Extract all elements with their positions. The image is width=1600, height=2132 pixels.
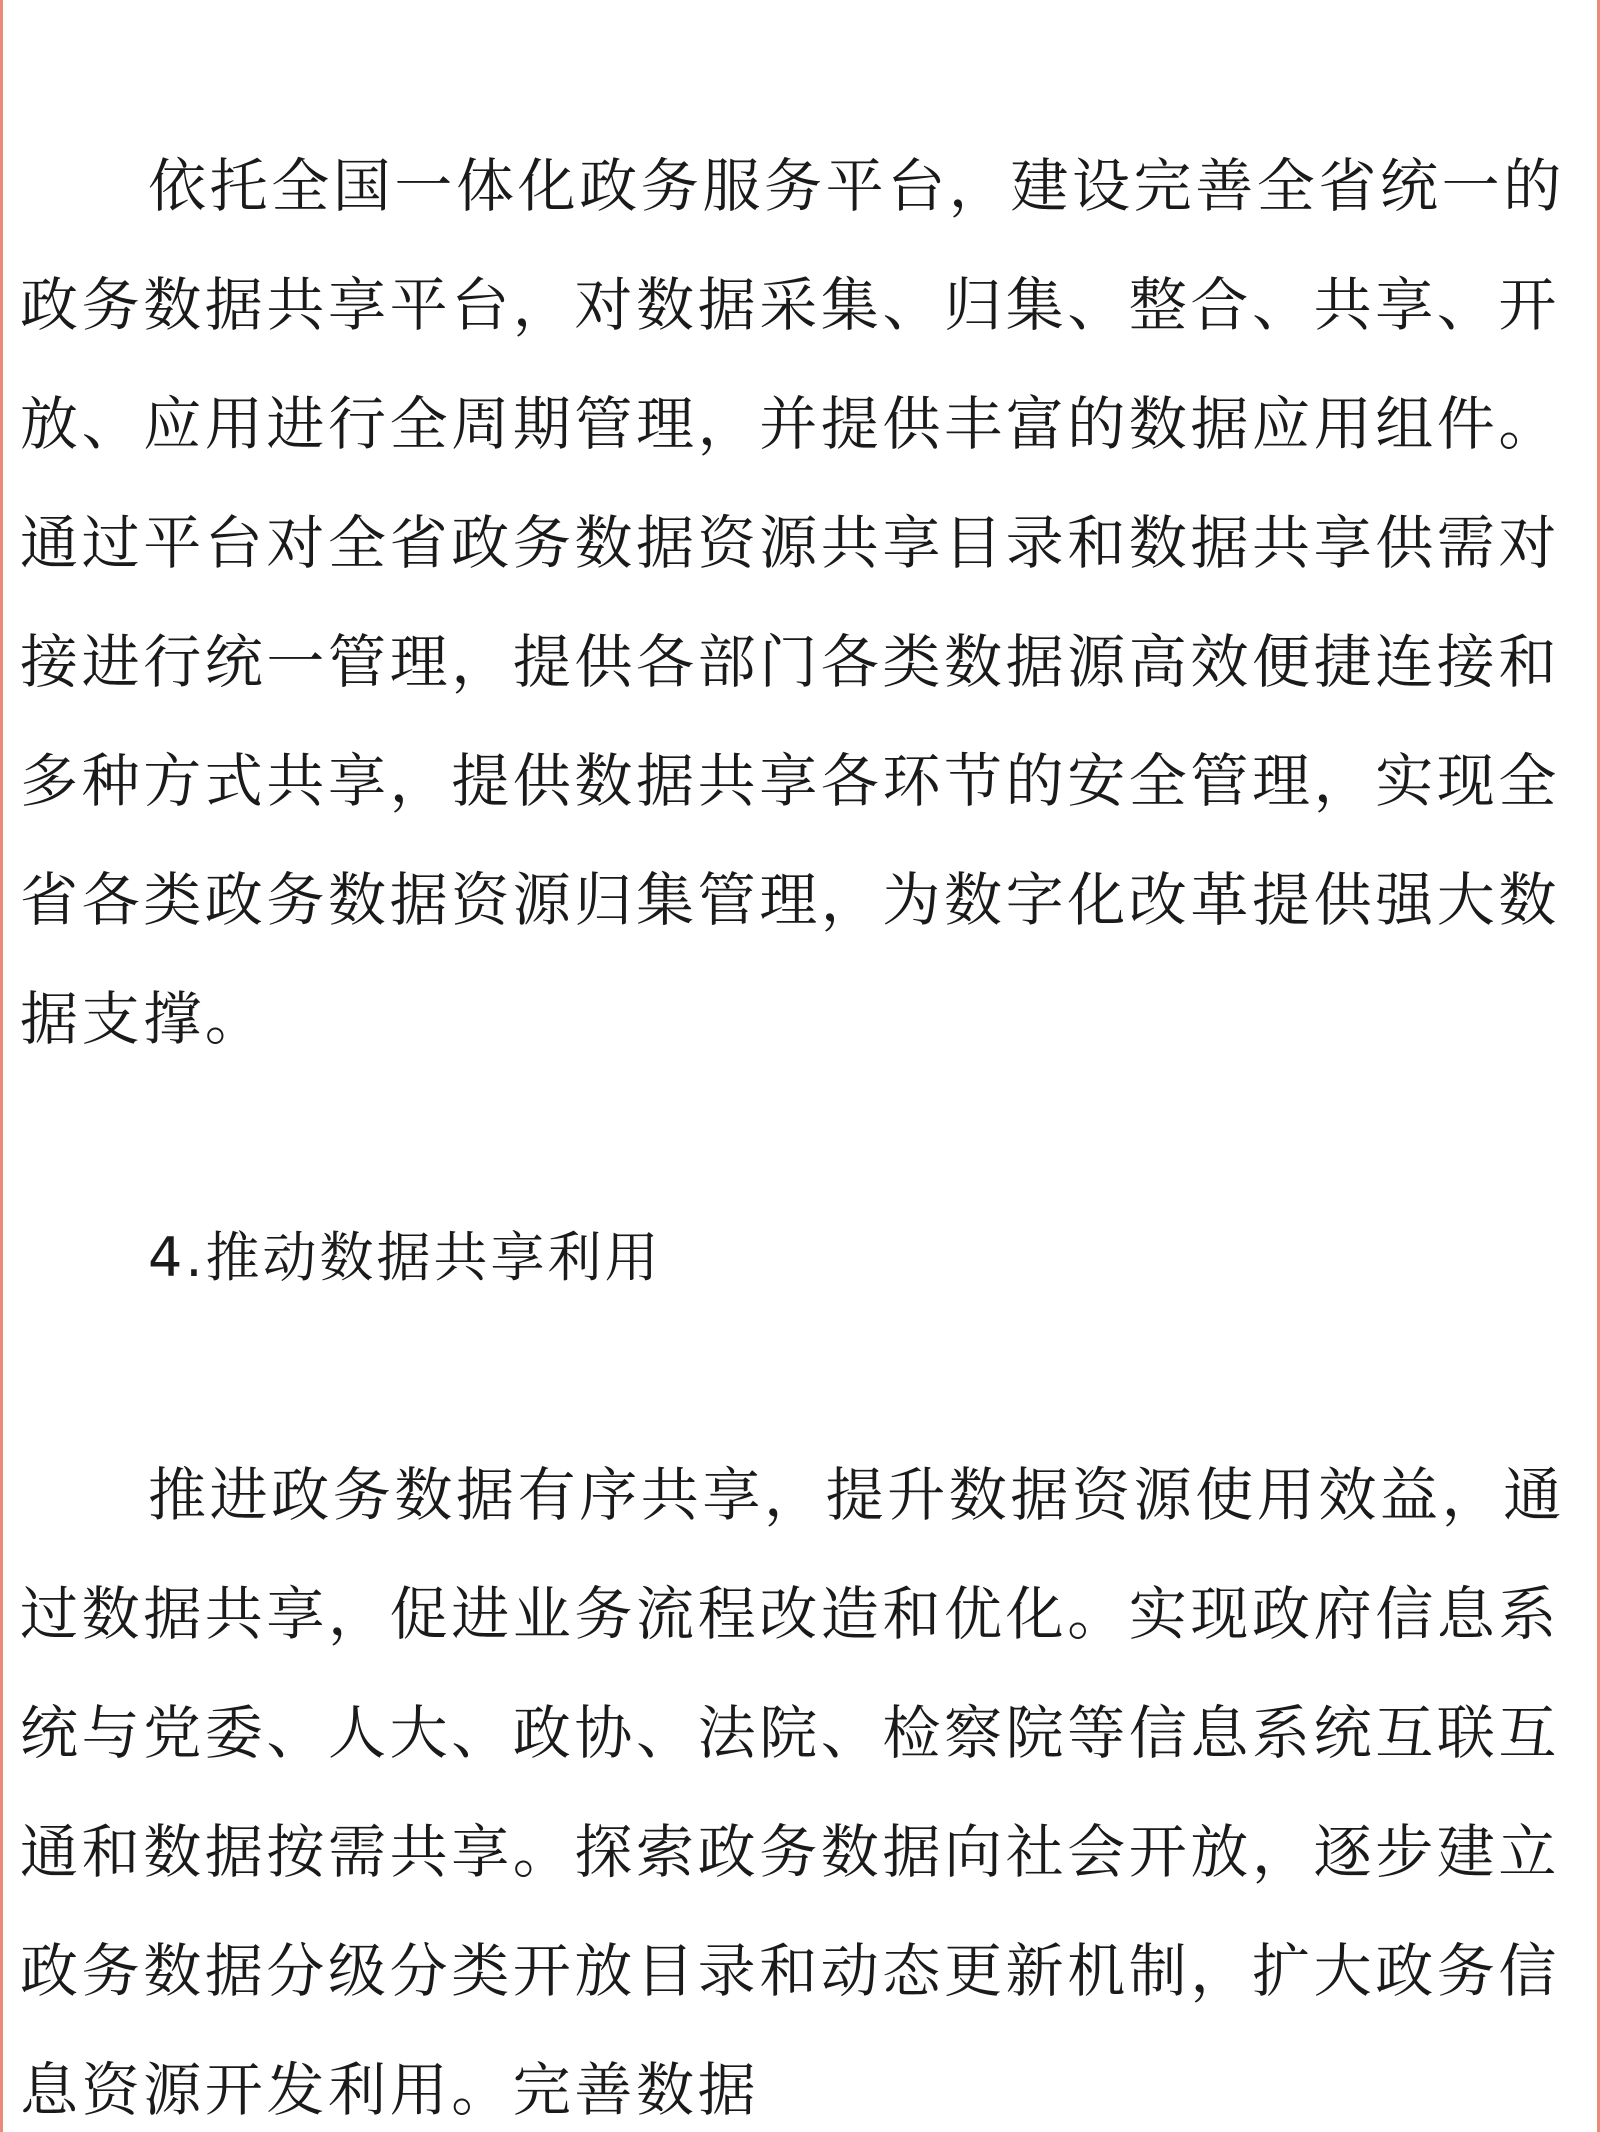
section-heading: 4.推动数据共享利用	[148, 1226, 662, 1289]
document-body	[20, 127, 1580, 2132]
paragraph-platform: 依托全国一体化政务服务平台，建设完善全省统一的政务数据共享平台，对数据采集、归集、整合、共享、开放、应用进行全周期管理，并提供丰富的数据应用组件。通过平台对全省政务数据资源共享目录和数据共享供需对接进行统一管理，提供各部门各类数据源高效便捷连接和多种方式共享，提供数据共享各环节的安全管理，实现全省各类政务数据资源归集管理，为数字化改革提供强大数据支撑。	[20, 152, 1565, 1053]
paragraph-data-sharing: 推进政务数据有序共享，提升数据资源使用效益，通过数据共享，促进业务流程改造和优化。实现政府信息系统与党委、人大、政协、法院、检察院等信息系统互联互通和数据按需共享。探索政务数据向社会开放，逐步建立政务数据分级分类开放目录和动态更新机制，扩大政务信息资源开发利用。完善数据	[20, 1461, 1565, 2124]
